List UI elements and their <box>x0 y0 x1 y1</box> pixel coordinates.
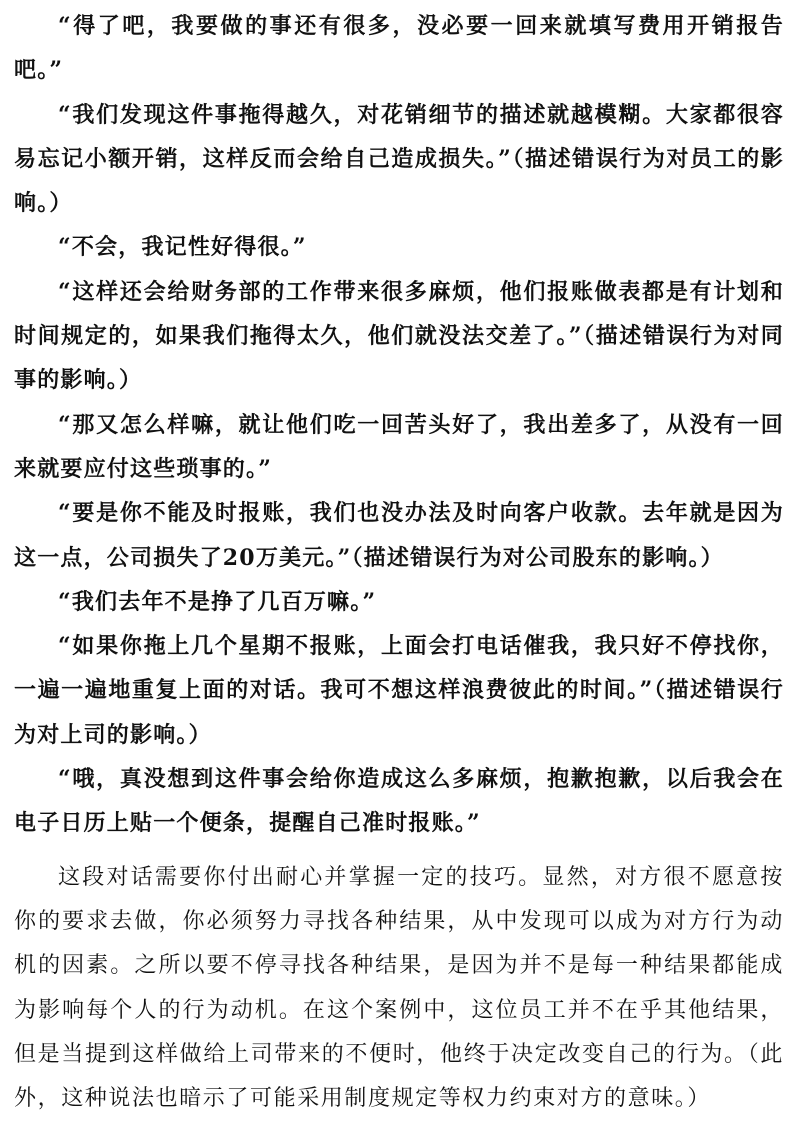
dialogue-paragraph: “这样还会给财务部的工作带来很多麻烦，他们报账做表都是有计划和时间规定的，如果我们拖得太久，他们就没法交差了。”（描述错误行为对同事的影响。） <box>14 278 784 394</box>
dialogue-paragraph: “我们发现这件事拖得越久，对花销细节的描述就越模糊。大家都很容易忘记小额开销，这样反而会给自己造成损失。”（描述错误行为对员工的影响。） <box>14 101 784 217</box>
dialogue-paragraph: “我们去年不是挣了几百万嘛。” <box>58 588 377 615</box>
dialogue-paragraph: “那又怎么样嘛，就让他们吃一回苦头好了，我出差多了，从没有一回来就要应付这些琐事的。” <box>14 411 784 482</box>
dialogue-paragraph: “得了吧，我要做的事还有很多，没必要一回来就填写费用开销报告吧。” <box>14 13 784 84</box>
dialogue-paragraph: “如果你拖上几个星期不报账，上面会打电话催我，我只好不停找你，一遍一遍地重复上面的对话。我可不想这样浪费彼此的时间。”（描述错误行为对上司的影响。） <box>14 633 784 748</box>
dialogue-paragraph: “不会，我记性好得很。” <box>58 234 307 261</box>
dialogue-paragraph: “要是你不能及时报账，我们也没办法及时向客户收款。去年就是因为这一点，公司损失了20万美元。”（描述错误行为对公司股东的影响。） <box>14 500 784 571</box>
dialogue-paragraph: “哦，真没想到这件事会给你造成这么多麻烦，抱歉抱歉，以后我会在电子日历上贴一个便条，提醒自己准时报账。” <box>14 766 784 837</box>
summary-paragraph: 这段对话需要你付出耐心并掌握一定的技巧。显然，对方很不愿意按你的要求去做，你必须努力寻找各种结果，从中发现可以成为对方行为动机的因素。之所以要不停寻找各种结果，是因为并不是每一种结果都能成为影响每个人的行为动机。在这个案例中，这位员工并不在乎其他结果，但是当提到这样做给上司带来的不便时，他终于决定改变自己的行为。（此外，这种说法也暗示了可能采用制度规定等权力约束对方的意味。） <box>14 864 784 1112</box>
